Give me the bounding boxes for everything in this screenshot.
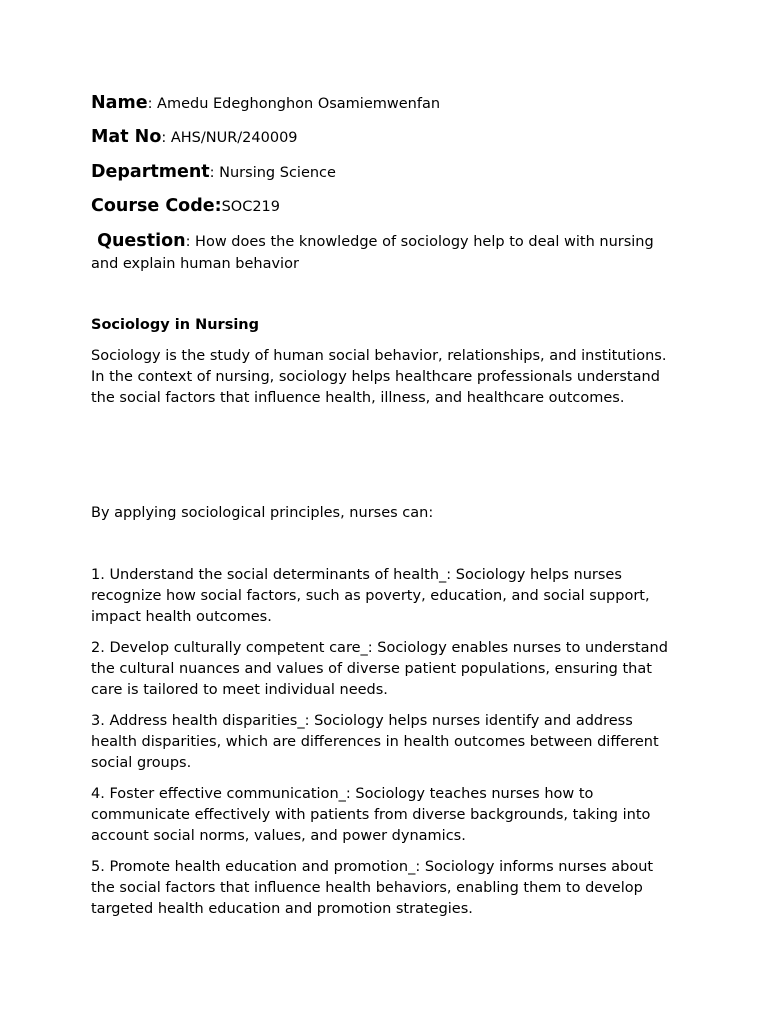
course-code-line [91,196,280,217]
question-line [91,230,681,275]
intro-paragraph: Sociology is the study of human social behavior, relationships, and institutions. In the context of nursing, sociology helps healthcare professionals understand the social factors that influence health, illness, and healthcare outcomes. [91,348,667,407]
lead-in-paragraph: By applying sociological principles, nurses can: [91,505,434,521]
mat-no-line [91,127,298,148]
list-item: 4. Foster effective communication_: Sociology teaches nurses how to communicate effectively with patients from diverse backgrounds, taking into account social norms, values, and power dynamics. [91,786,651,845]
name-value: : Amedu Edeghonghon Osamiemwenfan [147,96,441,112]
course-code-label: Course Code: [91,196,222,216]
list-item: 5. Promote health education and promotion_: Sociology informs nurses about the social factors that influence health behaviors, enabling them to develop targeted health education and promotion strategies. [91,859,654,918]
name-line [91,93,440,114]
course-code-value: SOC219 [221,199,281,215]
name-label: Name [91,93,148,113]
list-item: 3. Address health disparities_: Sociology helps nurses identify and address health disparities, which are differences in health outcomes between different social groups. [91,713,659,772]
question-label: Question [91,231,186,251]
department-label: Department [91,162,210,182]
question-value: : How does the knowledge of sociology help to deal with nursing and explain human behavior [91,234,654,272]
list-item: 1. Understand the social determinants of health_: Sociology helps nurses recognize how social factors, such as poverty, education, and social support, impact health outcomes. [91,567,650,626]
section-title: Sociology in Nursing [91,317,259,333]
mat-no-value: : AHS/NUR/240009 [161,130,298,146]
department-line [91,162,336,183]
department-value: : Nursing Science [209,165,336,181]
list-item: 2. Develop culturally competent care_: Sociology enables nurses to understand the cultural nuances and values of diverse patient populations, ensuring that care is tailored to meet individual needs. [91,640,668,699]
mat-no-label: Mat No [91,127,162,147]
